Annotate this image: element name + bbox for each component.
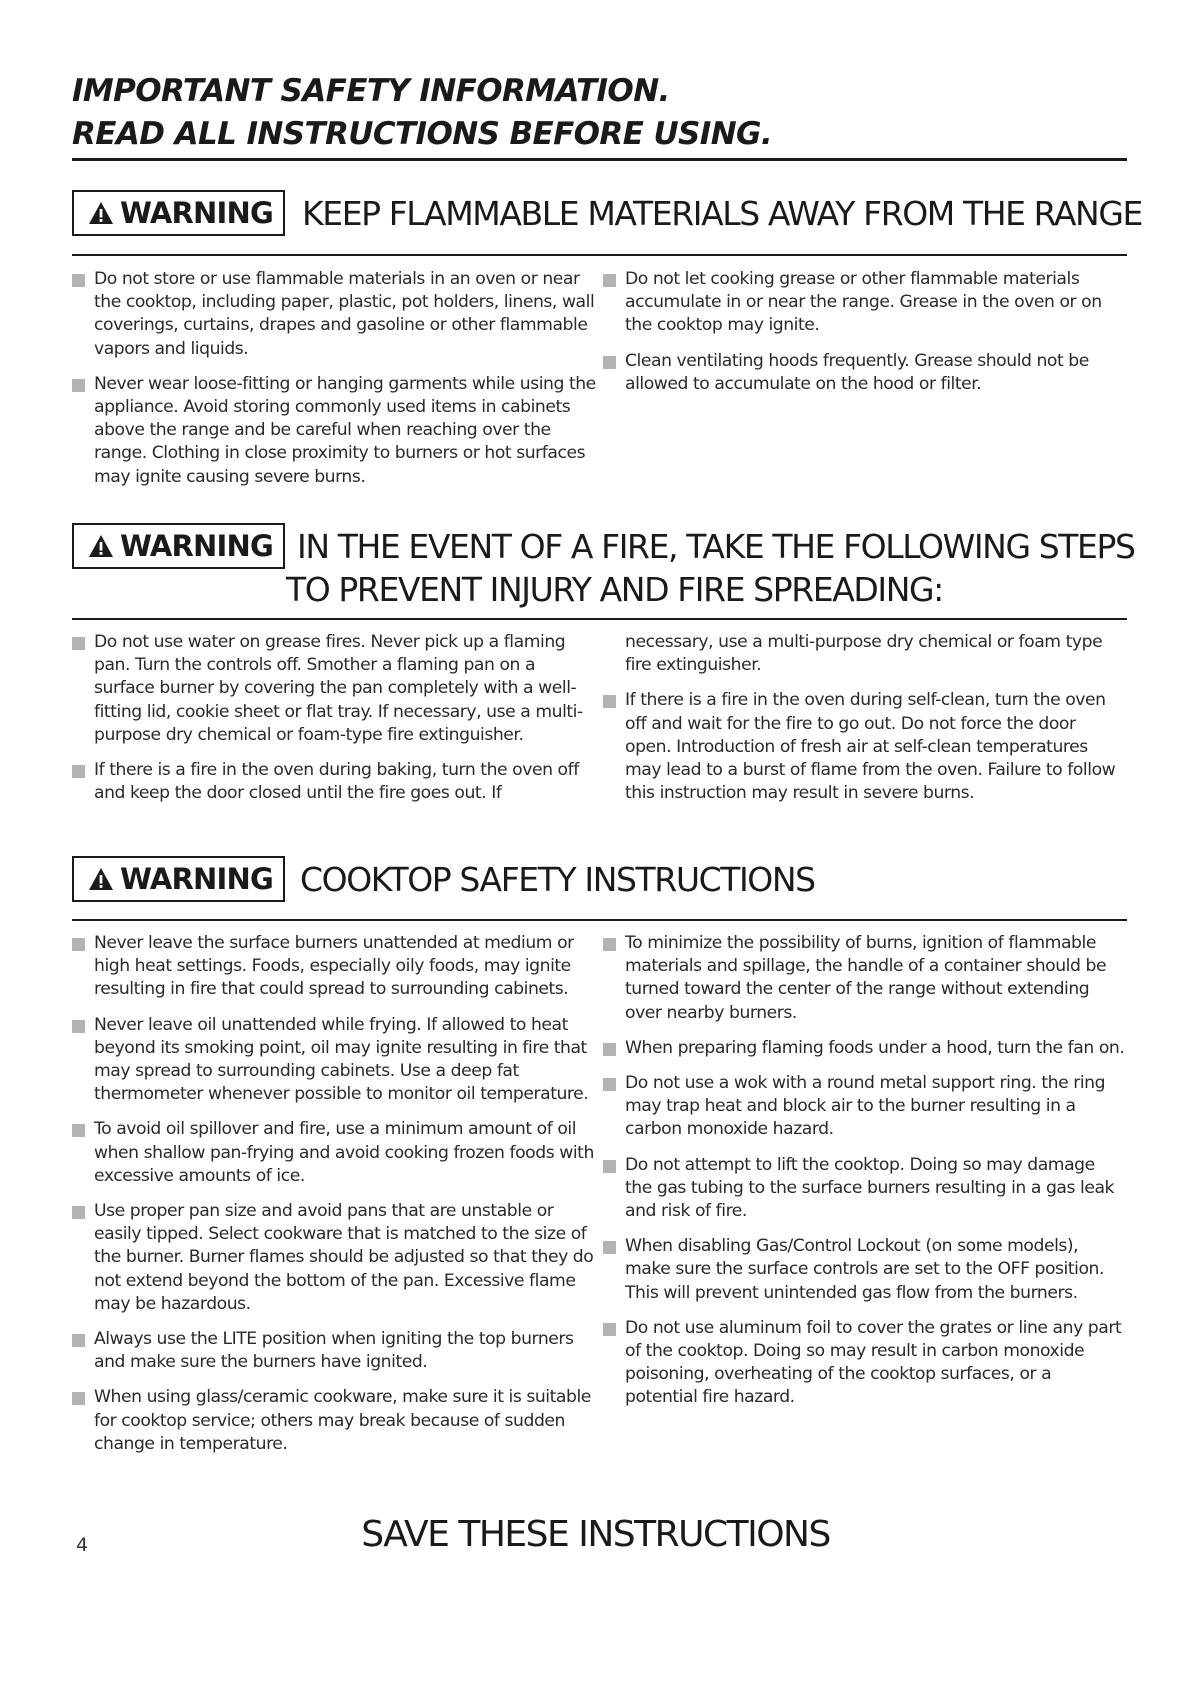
list-item: To minimize the possibility of burns, ignition of flammable materials and spillage, the handle of a container should be turned toward the center of the range without extending over nearby burners.	[603, 932, 1126, 1025]
list-item: Do not attempt to lift the cooktop. Doing so may damage the gas tubing to the surface burners resulting in a gas leak and risk of fire.	[603, 1154, 1126, 1224]
warning-triangle-icon	[88, 534, 114, 558]
list-item: If there is a fire in the oven during baking, turn the oven off and keep the door closed until the fire goes out. If	[72, 759, 599, 805]
list-item: Never wear loose-fitting or hanging garments while using the appliance. Avoid storing commonly used items in cabinets above the range and be careful when reaching over the range. Clothing in close proximity to burners or hot surfaces may ignite causing severe burns.	[72, 373, 599, 489]
warning-label: WARNING	[120, 862, 273, 896]
list-item: To avoid oil spillover and fire, use a minimum amount of oil when shallow pan-frying and avoid cooking frozen foods with excessive amounts of ice.	[72, 1118, 599, 1188]
left-column	[72, 268, 599, 501]
list-item: Do not store or use flammable materials in an oven or near the cooktop, including paper, plastic, pot holders, linens, wall coverings, curtains, drapes and gasoline or other flammable vapors and liquids.	[72, 268, 599, 361]
left-column	[72, 932, 599, 1468]
list-item: Do not use a wok with a round metal support ring. the ring may trap heat and block air to the burner resulting in a carbon monoxide hazard.	[603, 1072, 1126, 1142]
section-divider	[72, 919, 1127, 921]
section-title-line-2: TO PREVENT INJURY AND FIRE SPREADING:	[286, 570, 943, 609]
right-column	[599, 932, 1126, 1468]
warning-triangle-icon	[88, 201, 114, 225]
warning-label: WARNING	[120, 196, 273, 230]
page-title	[72, 70, 1127, 156]
list-item: Clean ventilating hoods frequently. Grease should not be allowed to accumulate on the hood or filter.	[603, 350, 1126, 396]
page-title-line-1: IMPORTANT SAFETY INFORMATION.	[72, 73, 670, 109]
list-item: When disabling Gas/Control Lockout (on some models), make sure the surface controls are set to the OFF position. This will prevent unintended gas flow from the burners.	[603, 1235, 1126, 1305]
page-number: 4	[76, 1534, 89, 1556]
page-title-line-2: READ ALL INSTRUCTIONS BEFORE USING.	[72, 116, 773, 152]
list-item: Use proper pan size and avoid pans that are unstable or easily tipped. Select cookware that is matched to the size of the burner. Burner flames should be adjusted so that they do not extend beyond the bottom of the pan. Excessive flame may be hazardous.	[72, 1200, 599, 1316]
section-columns	[72, 631, 1127, 817]
section-divider	[72, 618, 1127, 620]
warning-badge	[72, 856, 285, 902]
list-item: Never leave oil unattended while frying. If allowed to heat beyond its smoking point, oil may ignite resulting in fire that may spread to surrounding cabinets. Use a deep fat thermometer whenever possible to monitor oil temperature.	[72, 1014, 599, 1107]
list-item: When using glass/ceramic cookware, make sure it is suitable for cooktop service; others may break because of sudden change in temperature.	[72, 1386, 599, 1456]
list-item: Do not let cooking grease or other flammable materials accumulate in or near the range. Grease in the oven or on the cooktop may ignite.	[603, 268, 1126, 338]
warning-triangle-icon	[88, 867, 114, 891]
right-column	[599, 268, 1126, 501]
list-item: Do not use water on grease fires. Never pick up a flaming pan. Turn the controls off. Smother a flaming pan on a surface burner by covering the pan completely with a well-fitting lid, cookie sheet or flat tray. If necessary, use a multi-purpose dry chemical or foam-type fire extinguisher.	[72, 631, 599, 747]
title-divider	[72, 158, 1127, 161]
warning-badge	[72, 190, 285, 236]
left-column	[72, 631, 599, 817]
warning-badge	[72, 523, 285, 569]
save-instructions-footer: SAVE THESE INSTRUCTIONS	[361, 1514, 830, 1555]
manual-page	[72, 0, 1142, 1684]
list-item: Always use the LITE position when igniting the top burners and make sure the burners have ignited.	[72, 1328, 599, 1374]
right-column	[599, 631, 1126, 817]
list-item-continuation: necessary, use a multi-purpose dry chemical or foam type fire extinguisher.	[625, 632, 1103, 676]
list-item: Never leave the surface burners unattended at medium or high heat settings. Foods, especially oily foods, may ignite resulting in fire that could spread to surrounding cabinets.	[72, 932, 599, 1002]
warning-label: WARNING	[120, 529, 273, 563]
list-item: If there is a fire in the oven during self-clean, turn the oven off and wait for the fire to go out. Do not force the door open. Introduction of fresh air at self-clean temperatures may lead to a burst of flame from the oven. Failure to follow this instruction may result in severe burns.	[603, 689, 1126, 805]
section-title: IN THE EVENT OF A FIRE, TAKE THE FOLLOWING STEPS	[297, 527, 1135, 566]
section-title: COOKTOP SAFETY INSTRUCTIONS	[300, 860, 815, 899]
list-item: When preparing flaming foods under a hood, turn the fan on.	[603, 1037, 1126, 1060]
section-columns	[72, 268, 1127, 501]
section-columns	[72, 932, 1127, 1468]
list-item: Do not use aluminum foil to cover the grates or line any part of the cooktop. Doing so may result in carbon monoxide poisoning, overheating of the cooktop surfaces, or a potential fire hazard.	[603, 1317, 1126, 1410]
section-title: KEEP FLAMMABLE MATERIALS AWAY FROM THE RANGE	[302, 194, 1142, 233]
section-divider	[72, 254, 1127, 256]
